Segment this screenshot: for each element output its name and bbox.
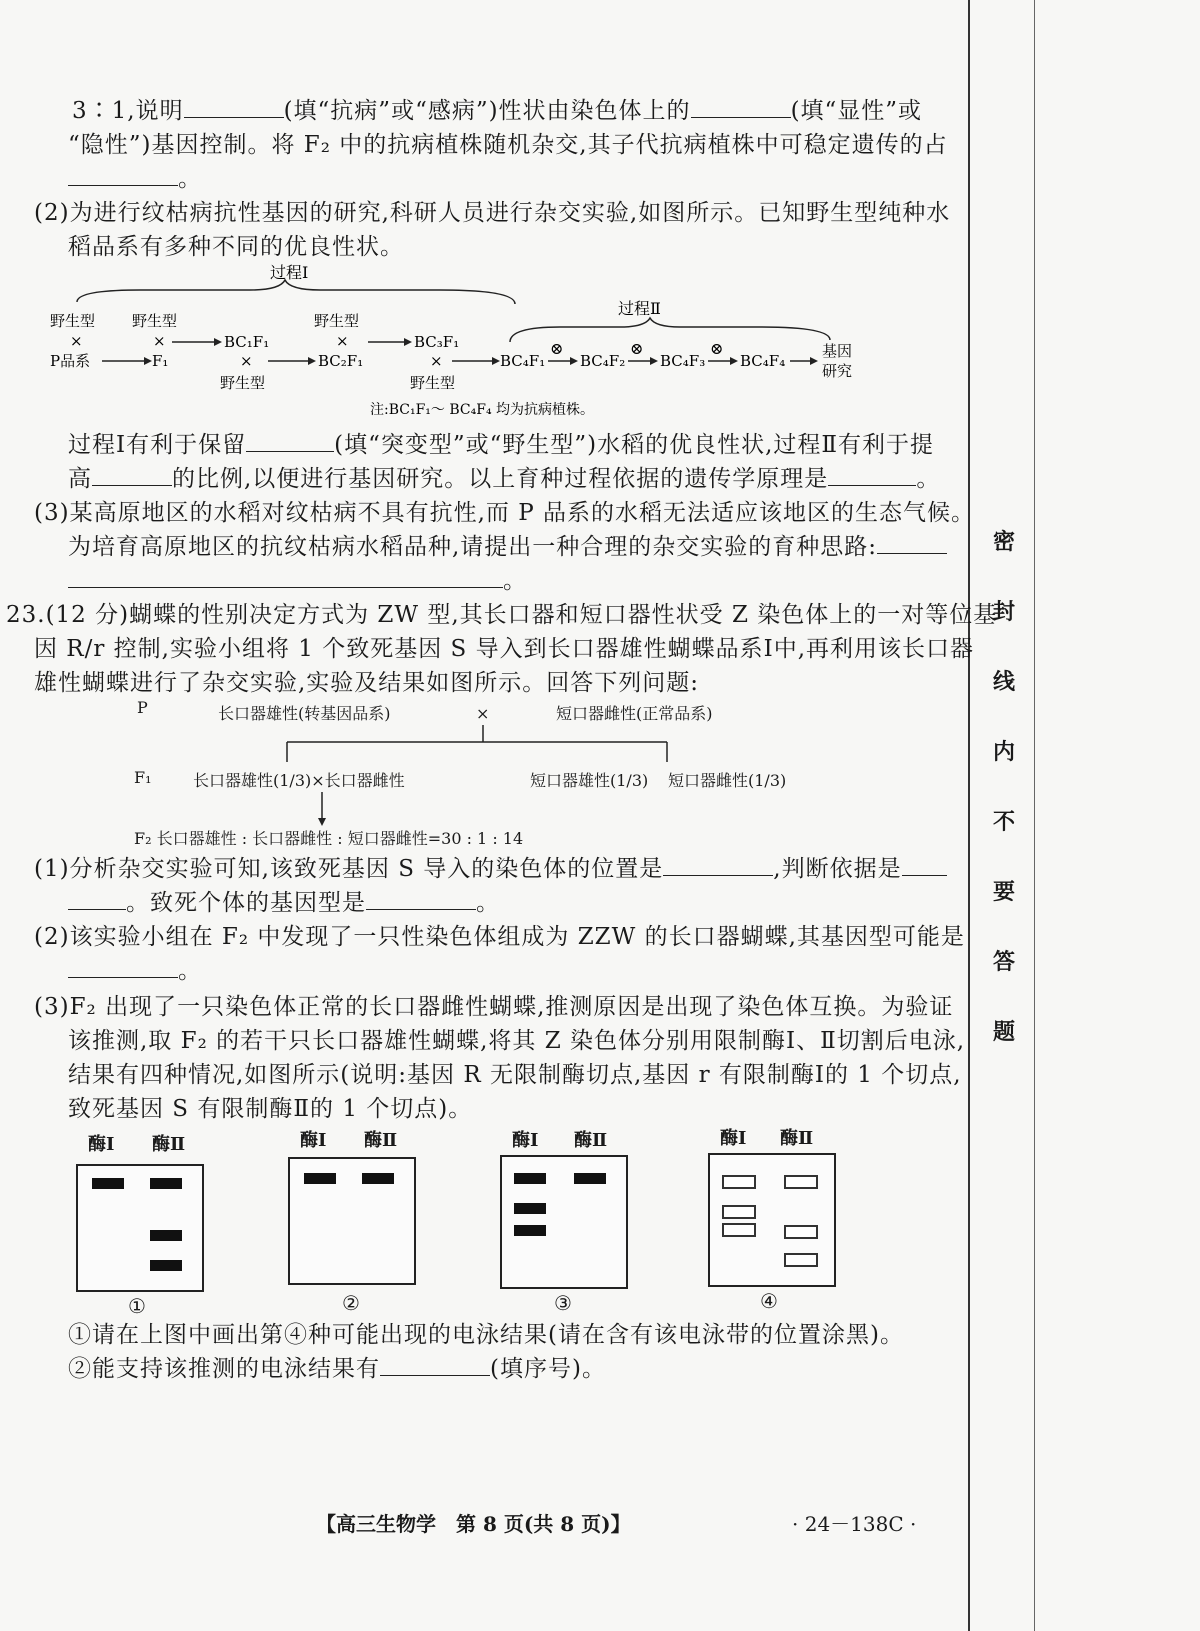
gel-4 [708,1153,836,1287]
seal-char-2: 封 [993,599,1016,625]
cross-p-label: P [137,698,148,717]
gel-band [150,1260,182,1271]
diagram-wild-5: 野生型 [410,374,456,392]
answer-blank[interactable] [68,163,178,186]
gel-4-enzyme-2: 酶Ⅱ [780,1128,814,1149]
diagram-wild-2: 野生型 [132,312,178,330]
q23-p2-line-2: 。 [68,954,202,988]
q23-p3-line-4: 致死基因 S 有限制酶Ⅱ的 1 个切点)。 [68,1096,473,1122]
gel-3-enzyme-2: 酶Ⅱ [574,1130,608,1151]
cross-sign: × [476,704,490,723]
gel-2-enzyme-2: 酶Ⅱ [364,1130,398,1151]
gel-2-enzyme-1: 酶Ⅰ [300,1130,327,1151]
q23-p3-line-2: 该推测,取 F₂ 的若干只长口器雄性蝴蝶,将其 Z 染色体分别用限制酶Ⅰ、Ⅱ切割后电泳, [68,1028,966,1054]
gel-band [304,1173,336,1184]
q22-p3-line-3: 。 [68,564,527,598]
diagram-bc4f1: BC₄F₁ [500,352,546,370]
diagram-f1: F₁ [152,352,169,370]
gel-1-number: ① [128,1294,146,1318]
q22-line-2: “隐性”)基因控制。将 F₂ 中的抗病植株随机杂交,其子代抗病植株中可稳定遗传的占 [68,132,948,158]
process-2-label: 过程Ⅱ [618,299,661,318]
gel-3-number: ③ [554,1291,572,1315]
q23-p3-sub2: ②能支持该推测的电泳结果有 (填序号)。 [68,1352,606,1386]
answer-blank[interactable] [366,887,476,910]
cross-f1-short-female: 短口器雌性(1/3) [668,771,787,790]
cross-sign: × [70,332,83,350]
diagram-research: 研究 [822,362,853,380]
diagram-wild-4: 野生型 [314,312,360,330]
gel-2-number: ② [342,1291,360,1315]
answer-blank[interactable] [68,887,126,910]
cross-p-male: 长口器雄性(转基因品系) [218,704,391,723]
seal-char-3: 线 [993,669,1016,695]
cross-p-female: 短口器雌性(正常品系) [556,704,713,723]
seal-char-6: 要 [993,879,1016,905]
diagram-bc3f1: BC₃F₁ [414,333,460,351]
q22-p2-line-2: 稻品系有多种不同的优良性状。 [68,234,404,260]
answer-blank[interactable] [92,463,172,486]
process-1-label: 过程Ⅰ [270,263,309,282]
diagram-bc4f3: BC₄F₃ [660,352,706,370]
seal-border-right [1034,0,1035,1631]
footer-title: 【高三生物学 第 8 页(共 8 页)】 [316,1512,631,1536]
q22-p2-line-3: 过程Ⅰ有利于保留 (填“突变型”或“野生型”)水稻的优良性状,过程Ⅱ有利于提 [68,428,934,462]
gel-band-slot[interactable] [722,1205,756,1219]
gel-band [92,1178,124,1189]
diagram-bc4f4: BC₄F₄ [740,352,786,370]
seal-char-8: 题 [993,1019,1016,1045]
selfing-symbol: ⊗ [630,339,644,358]
gel-band [514,1203,546,1214]
gel-band-slot[interactable] [784,1225,818,1239]
cross-sign: × [153,332,166,350]
q22-p2-line-4: 高 的比例,以便进行基因研究。以上育种过程依据的遗传学原理是 。 [68,462,940,496]
q23-p3-sub1: ①请在上图中画出第④种可能出现的电泳结果(请在含有该电泳带的位置涂黑)。 [68,1322,904,1348]
diagram-gene: 基因 [822,342,853,360]
q23-p3-line-3: 结果有四种情况,如图所示(说明:基因 R 无限制酶切点,基因 r 有限制酶Ⅰ的 1 个切点, [68,1062,962,1088]
gel-3-enzyme-1: 酶Ⅰ [512,1130,539,1151]
gel-band [150,1230,182,1241]
answer-blank[interactable] [68,565,503,588]
cross-f1-long-cross: 长口器雄性(1/3)×长口器雌性 [193,771,405,790]
cross-sign: × [240,352,253,370]
gel-4-number: ④ [760,1289,778,1313]
answer-blank[interactable] [246,429,334,452]
diagram-bc2f1: BC₂F₁ [318,352,364,370]
answer-blank[interactable] [68,955,178,978]
answer-blank[interactable] [902,853,947,876]
cross-f2-result: F₂ 长口器雄性 : 长口器雌性 : 短口器雌性=30 : 1 : 14 [134,829,524,848]
seal-char-5: 不 [993,809,1016,835]
gel-1-enzyme-2: 酶Ⅱ [152,1134,186,1155]
gel-1 [76,1164,204,1292]
gel-band [514,1173,546,1184]
breeding-diagram [40,262,940,422]
gel-3 [500,1155,628,1289]
selfing-symbol: ⊗ [710,339,724,358]
answer-blank[interactable] [691,95,791,118]
gel-band [574,1173,606,1184]
gel-band [362,1173,394,1184]
seal-char-7: 答 [993,949,1016,975]
seal-border-left [968,0,970,1631]
q22-p3-line-2: 为培育高原地区的抗纹枯病水稻品种,请提出一种合理的杂交实验的育种思路: [68,530,947,564]
q23-p1-line-2: 。致死个体的基因型是 。 [68,886,500,920]
diagram-bc1f1: BC₁F₁ [224,333,270,351]
q23-line-3: 雄性蝴蝶进行了杂交实验,实验及结果如图所示。回答下列问题: [34,670,700,696]
q22-line-1: 3∶1,说明 (填“抗病”或“感病”)性状由染色体上的 (填“显性”或 [72,94,922,128]
gel-4-enzyme-1: 酶Ⅰ [720,1128,747,1149]
cross-sign: × [336,332,349,350]
q22-p2-line-1: (2)为进行纹枯病抗性基因的研究,科研人员进行杂交实验,如图所示。已知野生型纯种水 [34,200,951,226]
q23-line-1: 23.(12 分)蝴蝶的性别决定方式为 ZW 型,其长口器和短口器性状受 Z 染色体上的一对等位基 [6,602,998,628]
gel-band [150,1178,182,1189]
diagram-p-line: P品系 [50,352,91,370]
gel-1-enzyme-1: 酶Ⅰ [88,1134,115,1155]
answer-blank[interactable] [184,95,284,118]
cross-f1-short-male: 短口器雄性(1/3) [530,771,649,790]
answer-blank[interactable] [663,853,773,876]
q22-line-3: 。 [68,162,202,196]
q23-p2-line-1: (2)该实验小组在 F₂ 中发现了一只性染色体组成为 ZZW 的长口器蝴蝶,其基因型可能是 [34,924,965,950]
answer-blank[interactable] [380,1353,490,1376]
footer-code: · 24－138C · [792,1512,917,1536]
gel-2 [288,1157,416,1285]
gel-band-slot[interactable] [722,1175,756,1189]
gel-band-slot[interactable] [784,1175,818,1189]
gel-band [514,1225,546,1236]
cross-f1-label: F₁ [134,768,152,787]
diagram-wild-1: 野生型 [50,312,96,330]
diagram-wild-3: 野生型 [220,374,266,392]
seal-char-4: 内 [993,739,1016,765]
q23-line-2: 因 R/r 控制,实验小组将 1 个致死基因 S 导入到长口器雄性蝴蝶品系Ⅰ中,再利用该长口器 [34,636,975,662]
diagram-bc4f2: BC₄F₂ [580,352,626,370]
q22-p3-line-1: (3)某高原地区的水稻对纹枯病不具有抗性,而 P 品系的水稻无法适应该地区的生态气候。 [34,500,975,526]
gel-band-slot[interactable] [722,1223,756,1237]
answer-blank[interactable] [877,531,947,554]
cross-sign: × [430,352,443,370]
gel-band-slot[interactable] [784,1253,818,1267]
q23-p1-line-1: (1)分析杂交实验可知,该致死基因 S 导入的染色体的位置是 ,判断依据是 [34,852,947,886]
q23-p3-line-1: (3)F₂ 出现了一只染色体正常的长口器雌性蝴蝶,推测原因是出现了染色体互换。为验证 [34,994,954,1020]
answer-blank[interactable] [828,463,916,486]
seal-char-1: 密 [993,529,1016,555]
selfing-symbol: ⊗ [550,339,564,358]
diagram-note: 注:BC₁F₁～ BC₄F₄ 均为抗病植株。 [370,402,595,418]
